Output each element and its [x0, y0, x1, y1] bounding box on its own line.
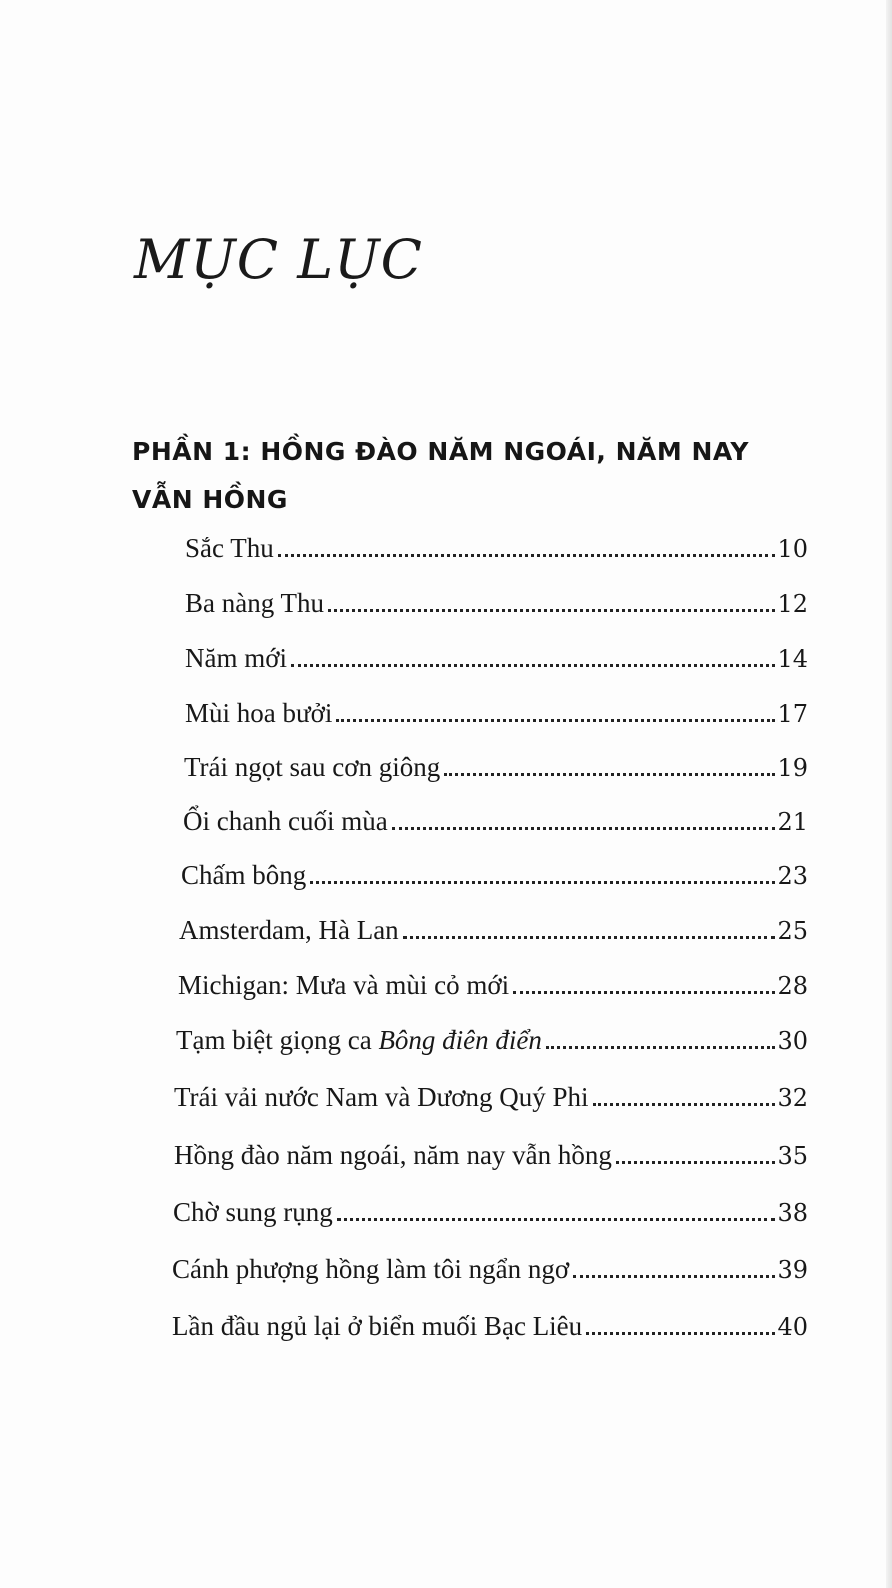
entry-page-number: 35: [777, 1142, 808, 1170]
dot-leader: [291, 664, 775, 667]
dot-leader: [444, 773, 775, 776]
entry-title: Ổi chanh cuối mùa: [183, 806, 388, 836]
toc-entry[interactable]: [174, 1140, 808, 1180]
toc-entry[interactable]: [185, 698, 808, 738]
entry-page-number: 32: [777, 1084, 808, 1112]
toc-entry[interactable]: [178, 970, 808, 1010]
dot-leader: [392, 827, 776, 830]
toc-entry[interactable]: [185, 533, 808, 573]
dot-leader: [337, 1218, 776, 1221]
toc-entry[interactable]: [174, 1082, 808, 1122]
toc-entry[interactable]: [185, 588, 808, 628]
page-edge: [886, 0, 892, 1588]
entry-page-number: 30: [777, 1027, 808, 1055]
entry-title: Amsterdam, Hà Lan: [179, 915, 399, 945]
entry-title: Hồng đào năm ngoái, năm nay vẫn hồng: [174, 1140, 612, 1170]
dot-leader: [593, 1103, 776, 1106]
entry-title: Chờ sung rụng: [173, 1197, 333, 1227]
toc-entry[interactable]: [176, 1025, 808, 1065]
toc-entry[interactable]: [172, 1254, 808, 1294]
toc-entry[interactable]: [179, 915, 808, 955]
dot-leader: [328, 609, 775, 612]
entry-title: Trái ngọt sau cơn giông: [184, 752, 441, 782]
entry-page-number: 21: [777, 808, 808, 836]
dot-leader: [278, 554, 776, 557]
entry-title-prefix: Tạm biệt giọng ca: [176, 1025, 379, 1055]
entry-page-number: 38: [777, 1199, 808, 1227]
dot-leader: [336, 719, 775, 722]
entry-page-number: 17: [777, 700, 808, 728]
entry-title: Năm mới: [185, 643, 288, 673]
dot-leader: [513, 991, 775, 994]
dot-leader: [403, 936, 776, 939]
toc-entry[interactable]: [184, 752, 808, 792]
entry-title-italic: Bông điên điển: [378, 1025, 542, 1055]
dot-leader: [586, 1332, 775, 1335]
entry-page-number: 25: [777, 917, 808, 945]
entry-title: [176, 1025, 542, 1056]
entry-title: Cánh phượng hồng làm tôi ngẩn ngơ: [172, 1254, 570, 1284]
dot-leader: [616, 1161, 776, 1164]
entry-page-number: 39: [777, 1256, 808, 1284]
entry-page-number: 14: [777, 645, 808, 673]
toc-entry[interactable]: [172, 1311, 808, 1351]
entry-page-number: 10: [777, 535, 808, 563]
entry-title: Mùi hoa bưởi: [185, 698, 333, 728]
toc-entry[interactable]: [183, 806, 808, 846]
dot-leader: [573, 1275, 775, 1278]
entry-title: Chấm bông: [181, 860, 307, 890]
entry-page-number: 23: [777, 862, 808, 890]
toc-entry[interactable]: [185, 643, 808, 683]
entry-page-number: 19: [777, 754, 808, 782]
entry-page-number: 28: [777, 972, 808, 1000]
entry-title: Trái vải nước Nam và Dương Quý Phi: [174, 1082, 589, 1112]
entry-page-number: 12: [777, 590, 808, 618]
entry-title: Lần đầu ngủ lại ở biển muối Bạc Liêu: [172, 1311, 583, 1341]
dot-leader: [310, 881, 775, 884]
part-heading: PHẦN 1: HỒNG ĐÀO NĂM NGOÁI, NĂM NAY VẪN HỒNG: [132, 437, 749, 514]
entry-page-number: 40: [777, 1313, 808, 1341]
page-title: MỤC LỤC: [134, 228, 423, 291]
entry-title: Michigan: Mưa và mùi cỏ mới: [178, 970, 510, 1000]
dot-leader: [546, 1046, 776, 1049]
toc-entry[interactable]: [173, 1197, 808, 1237]
toc-entry[interactable]: [181, 860, 808, 900]
entry-title: Sắc Thu: [185, 533, 274, 563]
entry-title: Ba nàng Thu: [185, 588, 324, 618]
